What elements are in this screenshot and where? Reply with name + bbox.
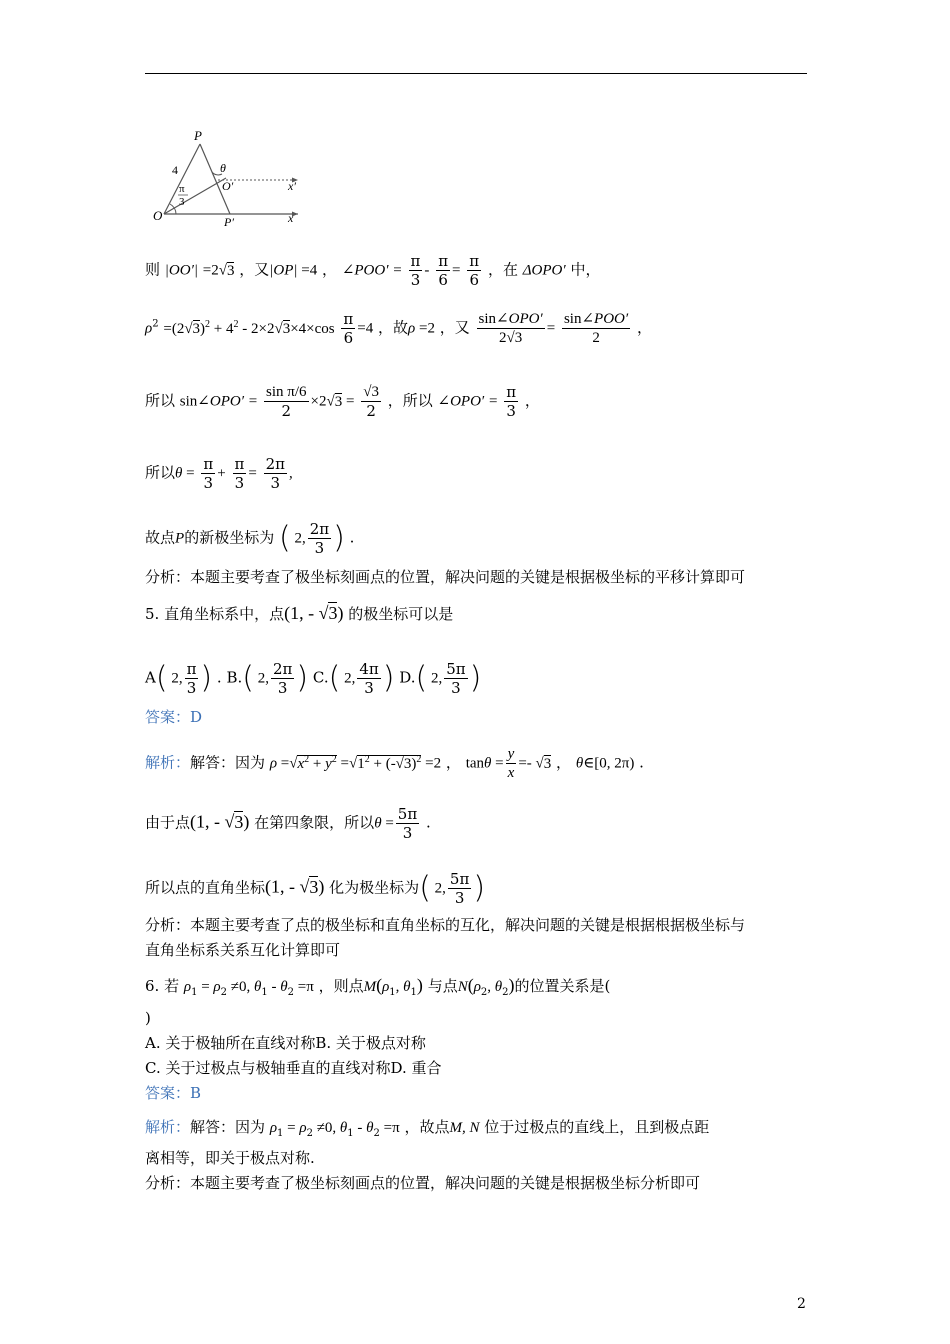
- question-6-options-1: A. 关于极轴所在直线对称B. 关于极点对称: [145, 1034, 426, 1052]
- fig-label-x: x: [288, 211, 294, 225]
- header-rule: [145, 73, 807, 74]
- analysis-5-line-1: 分析：本题主要考查了点的极坐标和直角坐标的互化，解决问题的关键是根据根据极坐标与: [145, 916, 746, 934]
- fig-label-xprime: x′: [288, 179, 296, 193]
- analysis-1: 分析：本题主要考查了极坐标刻画点的位置，解决问题的关键是根据极坐标的平移计算即可: [145, 568, 746, 586]
- question-6: 6. 若 $\rho_1 = \rho_2 \ne 0$, $\theta_1 - \theta_2 =\pi$ ，则点$M(\rho_1$, $\theta_1$) 与点$N(\rho_2$, $\theta_2$)的位置关系是(: [145, 975, 611, 998]
- analysis-5-line-2: 直角坐标系关系互化计算即可: [145, 941, 341, 959]
- explanation-6-line-2: 离相等，即关于极点对称.: [145, 1149, 315, 1167]
- question-5-options: A( 2, $\frac{\pi}{3}$ ) . B.( 2, $\frac{2\pi}{3}$ ) C.( 2, $\frac{4\pi}{3}$ ) D.( 2, $\frac{5\pi}{3}$ ): [145, 660, 482, 697]
- fig-label-pi: π: [179, 183, 185, 195]
- explanation-5-line-2: 由于点(1, - √3) 在第四象限，所以θ = $\frac{5\pi}{3}$ .: [145, 805, 431, 842]
- explanation-6: 解析：解答：因为 $\rho_1 = \rho_2 \ne 0$, $\theta_1 - \theta_2 =\pi$ ，故点M, N 位于过极点的直线上，且到极点距: [145, 1118, 710, 1139]
- fig-label-P: P: [194, 128, 202, 143]
- fig-label-Oprime: O′: [222, 179, 234, 193]
- explanation-5: 解析：解答：因为 $\rho =√x^2 + y^2 =√1^2 + (-√3)^2 =2$ ， tanθ = $\frac{y}{x}$ =- √3 ， θ∈[0, 2π) .: [145, 746, 644, 781]
- fig-label-3: 3: [179, 196, 185, 208]
- explanation-5-line-3: 所以点的直角坐标(1, - √3) 化为极坐标为( 2, $\frac{5\pi}{3}$ ): [145, 870, 486, 907]
- solution-line-5: 故点P的新极坐标为 ( 2, $\frac{2\pi}{3}$ ) .: [145, 520, 355, 557]
- solution-line-2: $\rho^2 =(2√3)^2 + 4^2 - 2\times 2√3\times 4\times\cos$ $\frac{\pi}{6}$ =4 ，故ρ =2 ，又 $\frac{\text{sin∠OPO′}}{2√3}$ = $\frac{\text{sin∠POO′}}{2}$ ，: [145, 310, 652, 347]
- solution-line-3: 所以 sin∠OPO′ = $\frac{\text{sin π/6}}{2}$ ×2√3 = $\frac{√3}{2}$ ，所以 ∠OPO′ = $\frac{\pi}{3}$ ，: [145, 383, 540, 420]
- geometry-figure: [150, 128, 310, 228]
- answer-5: 答案：D: [145, 708, 203, 726]
- solution-line-4: 所以θ = $\frac{\pi}{3}$ + $\frac{\pi}{3}$ = $\frac{2\pi}{3}$ ,: [145, 455, 293, 492]
- fig-label-4: 4: [172, 163, 178, 177]
- fig-label-O: O: [153, 208, 163, 223]
- analysis-6: 分析：本题主要考查了极坐标刻画点的位置，解决问题的关键是根据极坐标分析即可: [145, 1174, 701, 1192]
- fig-label-theta: θ: [220, 161, 226, 175]
- answer-6: 答案：B: [145, 1084, 202, 1102]
- question-6-options-2: C. 关于过极点与极轴垂直的直线对称D. 重合: [145, 1059, 442, 1077]
- question-5: 5. 直角坐标系中，点(1, - √3) 的极坐标可以是: [145, 603, 454, 623]
- question-6-close: ): [145, 1009, 151, 1027]
- solution-line-1: 则 |OO′| =2√3 ，又|OP| =4 ， ∠POO′ = $\frac{\pi}{3}$ - $\frac{\pi}{6}$ = $\frac{\pi}{6}$ ，在 ΔOPO′ 中，: [145, 252, 601, 289]
- page-number: 2: [797, 1296, 806, 1312]
- fig-label-Pprime: P′: [224, 215, 234, 228]
